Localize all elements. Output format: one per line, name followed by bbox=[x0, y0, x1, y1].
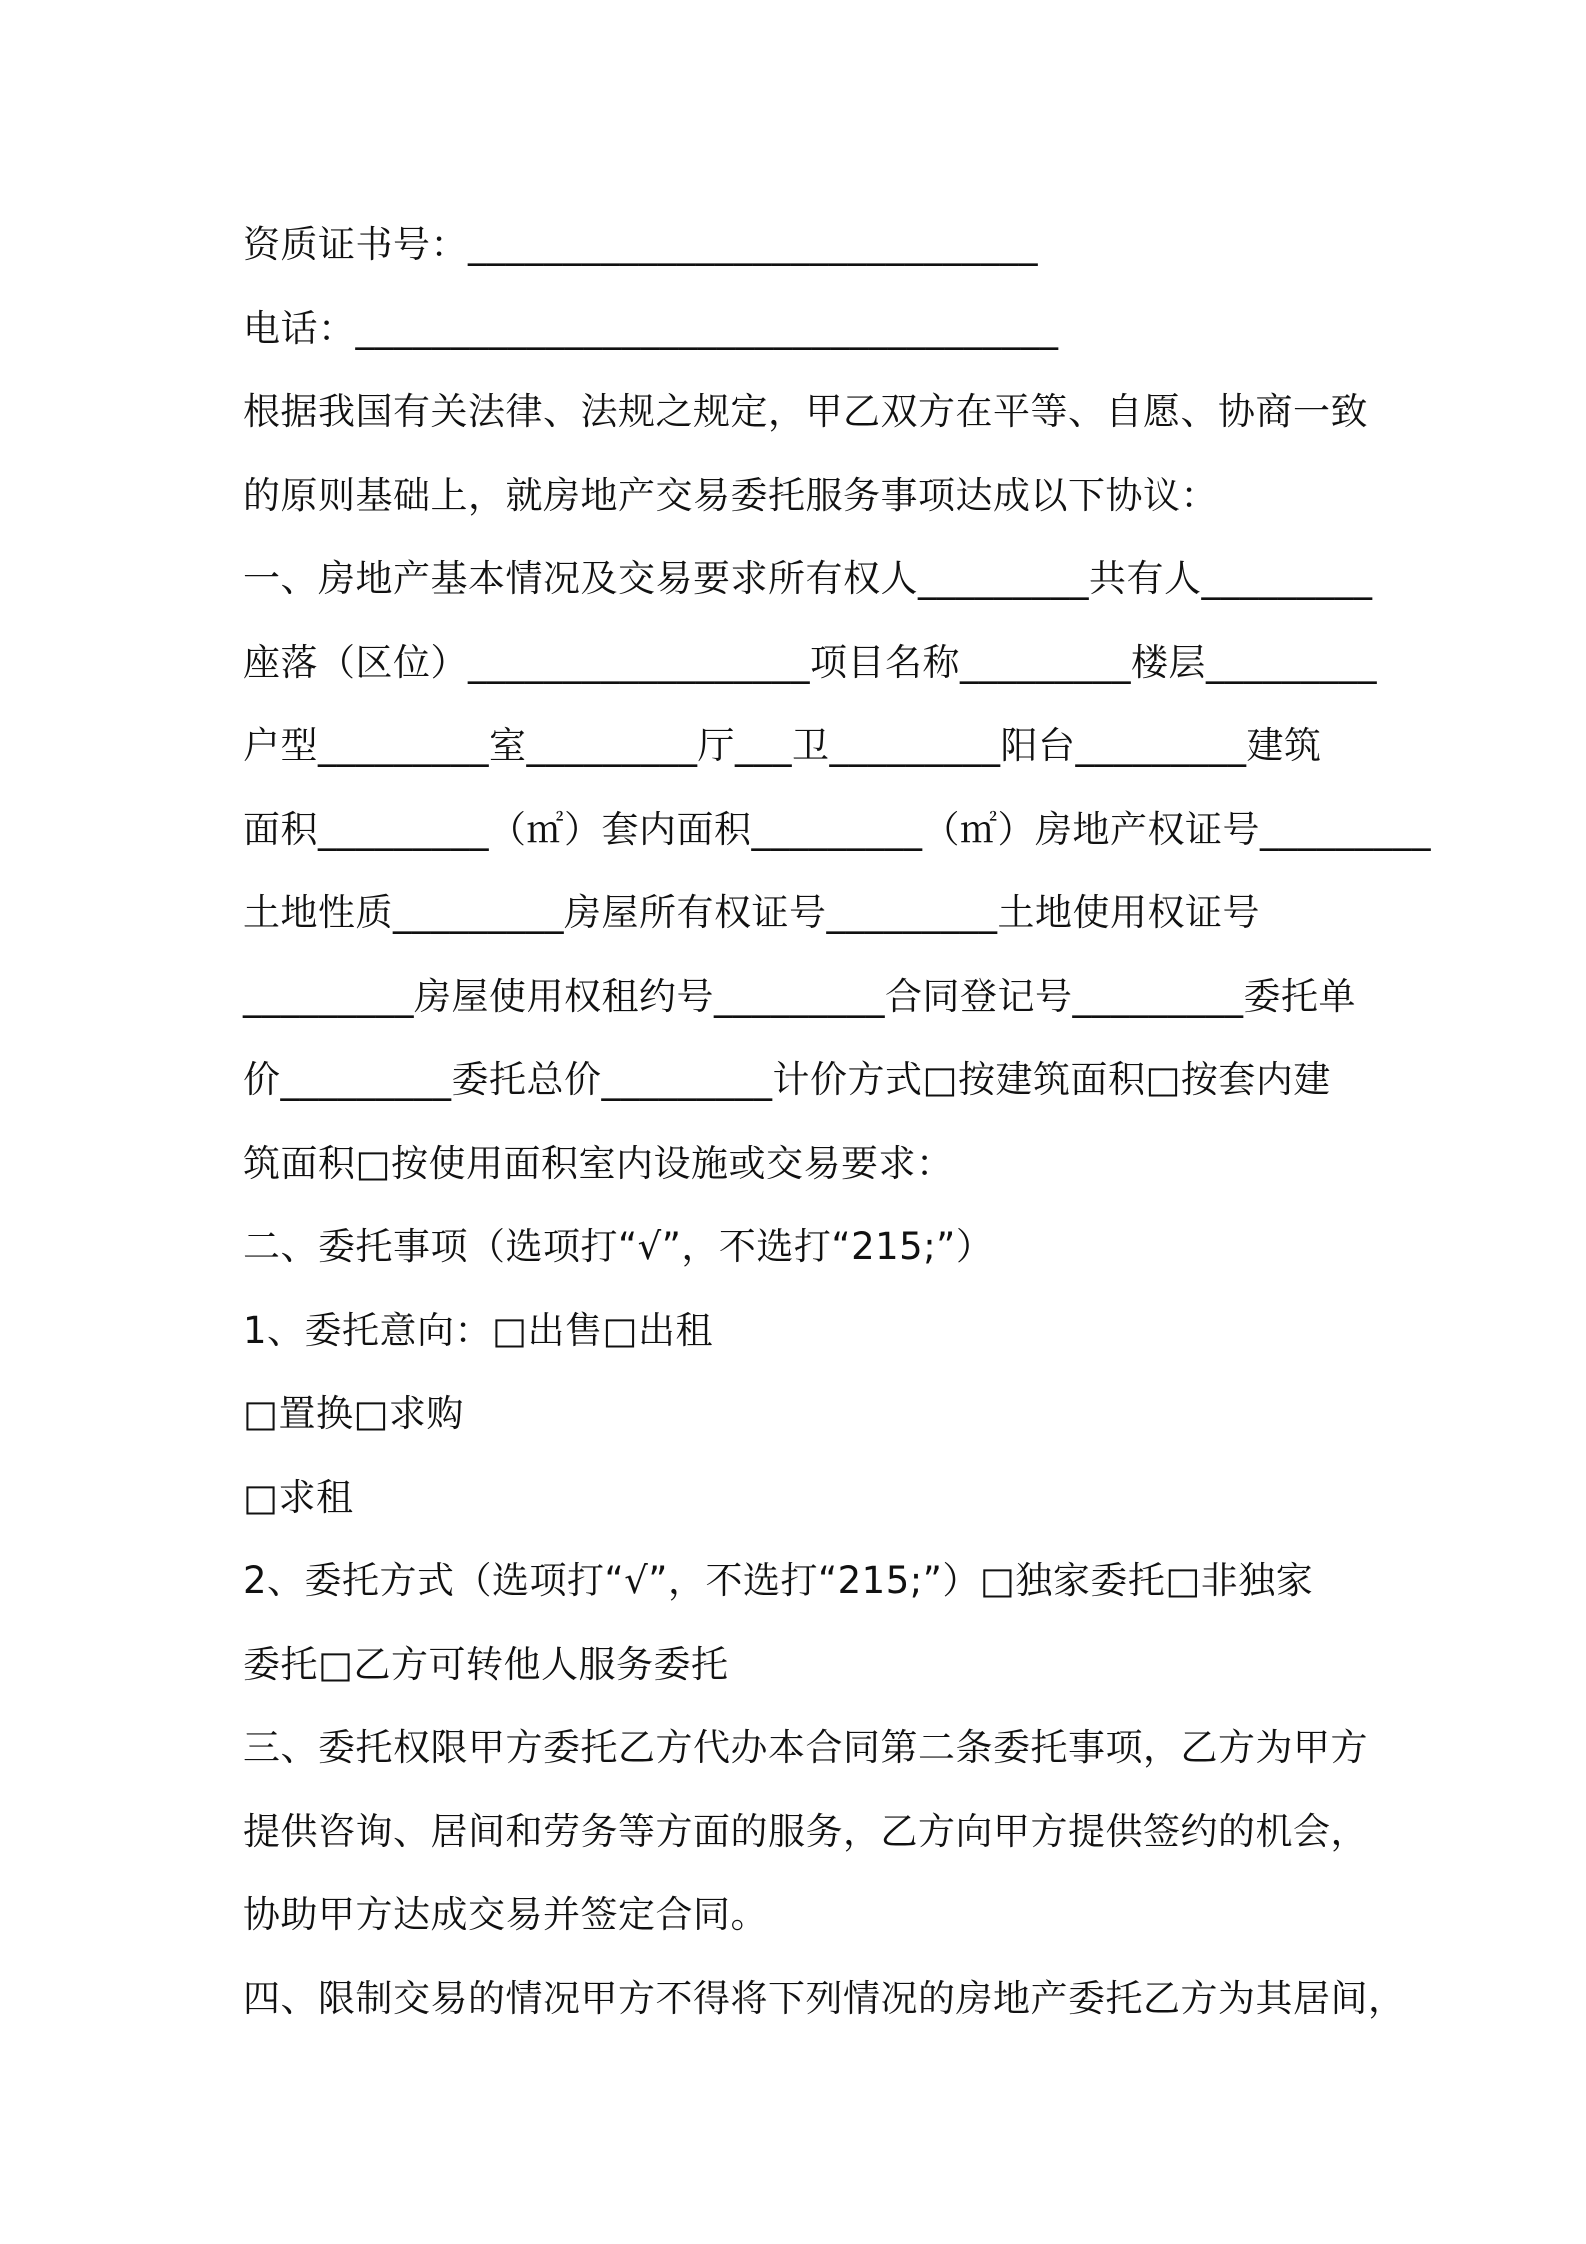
text-line-section-2-intent-rent: □求租 bbox=[243, 1475, 354, 1519]
document-body bbox=[243, 203, 1431, 2040]
text-line-section-1-land: 土地性质_________房屋所有权证号_________土地使用权证号 bbox=[243, 891, 1260, 934]
text-line-section-3-heading: 三、委托权限甲方委托乙方代办本合同第二条委托事项，乙方为甲方 bbox=[243, 1726, 1368, 1769]
text-line-preamble-1: 根据我国有关法律、法规之规定，甲乙双方在平等、自愿、协商一致 bbox=[243, 390, 1368, 433]
text-line-section-1-layout: 户型_________室_________厅___卫_________阳台_________建筑 bbox=[243, 724, 1322, 767]
text-line-section-3-body-1: 提供咨询、居间和劳务等方面的服务，乙方向甲方提供签约的机会， bbox=[243, 1809, 1368, 1853]
text-line-section-1-heading: 一、房地产基本情况及交易要求所有权人_________共有人_________ bbox=[243, 557, 1373, 600]
text-line-section-2-intent-exchange: □置换□求购 bbox=[243, 1392, 464, 1435]
text-line-section-2-intent: 1、委托意向：□出售□出租 bbox=[243, 1308, 713, 1352]
text-line-preamble-2: 的原则基础上，就房地产交易委托服务事项达成以下协议： bbox=[243, 473, 1218, 517]
text-line-section-1-lease: _________房屋使用权租约号_________合同登记号_________委托单 bbox=[243, 974, 1356, 1018]
text-line-qualification-cert: 资质证书号：______________________________ bbox=[243, 223, 1038, 266]
text-line-phone: 电话：_____________________________________ bbox=[243, 306, 1059, 350]
text-line-section-4-heading: 四、限制交易的情况甲方不得将下列情况的房地产委托乙方为其居间， bbox=[243, 1976, 1406, 2020]
text-line-section-3-body-2: 协助甲方达成交易并签定合同。 bbox=[243, 1893, 768, 1936]
text-line-section-1-area: 面积_________（㎡）套内面积_________（㎡）房地产权证号_________ bbox=[243, 807, 1431, 851]
text-line-section-2-heading: 二、委托事项（选项打“√”，不选打“215;”） bbox=[243, 1225, 994, 1268]
text-line-section-1-pricing-method: 筑面积□按使用面积室内设施或交易要求： bbox=[243, 1141, 954, 1185]
text-line-section-2-method: 2、委托方式（选项打“√”，不选打“215;”）□独家委托□非独家 bbox=[243, 1559, 1314, 1602]
text-line-section-1-location: 座落（区位）__________________项目名称_________楼层_________ bbox=[243, 640, 1377, 684]
text-line-section-1-price: 价_________委托总价_________计价方式□按建筑面积□按套内建 bbox=[243, 1058, 1331, 1101]
text-line-section-2-method-cont: 委托□乙方可转他人服务委托 bbox=[243, 1642, 729, 1686]
